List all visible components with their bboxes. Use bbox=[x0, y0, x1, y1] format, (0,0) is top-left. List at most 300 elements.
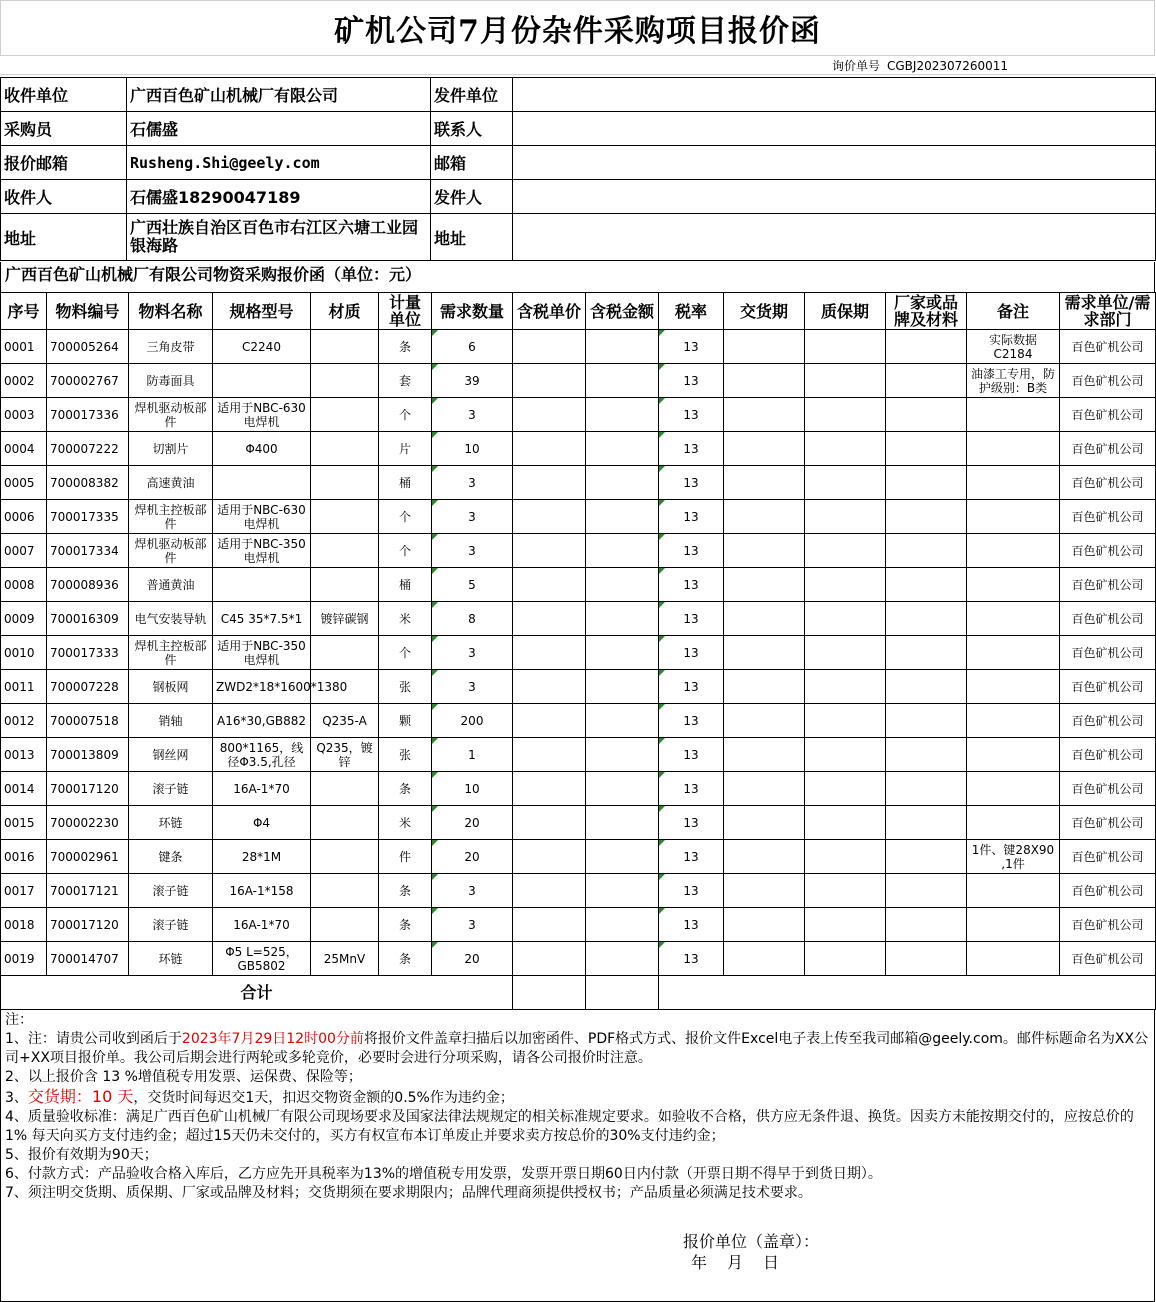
cell-no: 0006 bbox=[1, 500, 47, 534]
cell-spec: Φ5 L=525，GB5802 bbox=[213, 942, 311, 976]
cell-no: 0018 bbox=[1, 908, 47, 942]
cell-spec: ZWD2*18*1600*1380 bbox=[213, 670, 311, 704]
header-cell: 税率 bbox=[659, 293, 724, 330]
cell-remark bbox=[967, 942, 1060, 976]
cell-no: 0002 bbox=[1, 364, 47, 398]
cell-qty: 3 bbox=[432, 908, 513, 942]
cell-price[interactable] bbox=[513, 908, 586, 942]
table-row bbox=[1, 534, 1156, 568]
cell-qty: 200 bbox=[432, 704, 513, 738]
cell-code: 700008936 bbox=[47, 568, 129, 602]
cell-mat: Q235-A bbox=[311, 704, 379, 738]
cell-delivery[interactable] bbox=[724, 398, 805, 432]
cell-tax: 13 bbox=[659, 840, 724, 874]
cell-brand[interactable] bbox=[886, 466, 967, 500]
cell-delivery[interactable] bbox=[724, 704, 805, 738]
cell-warranty[interactable] bbox=[805, 500, 886, 534]
table-row bbox=[1, 568, 1156, 602]
cell-spec: 适用于NBC-630电焊机 bbox=[213, 500, 311, 534]
cell-price[interactable] bbox=[513, 806, 586, 840]
cell-brand[interactable] bbox=[886, 330, 967, 364]
cell-warranty[interactable] bbox=[805, 568, 886, 602]
cell-qty: 39 bbox=[432, 364, 513, 398]
cell-tax: 13 bbox=[659, 398, 724, 432]
cell-name: 滚子链 bbox=[129, 772, 213, 806]
buyer-value: 石儒盛 bbox=[127, 112, 431, 146]
cell-code: 700017335 bbox=[47, 500, 129, 534]
cell-tax: 13 bbox=[659, 908, 724, 942]
cell-price[interactable] bbox=[513, 874, 586, 908]
cell-dept: 百色矿机公司 bbox=[1060, 908, 1156, 942]
table-row bbox=[1, 398, 1156, 432]
header-cell: 物料编号 bbox=[47, 293, 129, 330]
cell-remark: 1件、键28X90 ,1件 bbox=[967, 840, 1060, 874]
cell-brand[interactable] bbox=[886, 500, 967, 534]
buyer-label: 采购员 bbox=[1, 112, 127, 146]
cell-brand[interactable] bbox=[886, 602, 967, 636]
cell-mat bbox=[311, 806, 379, 840]
cell-unit: 个 bbox=[379, 398, 432, 432]
cell-delivery[interactable] bbox=[724, 908, 805, 942]
cell-unit: 条 bbox=[379, 908, 432, 942]
cell-name: 焊机驱动板部件 bbox=[129, 534, 213, 568]
cell-price[interactable] bbox=[513, 534, 586, 568]
signature-date: 年 月 日 bbox=[691, 1253, 782, 1272]
cell-brand[interactable] bbox=[886, 840, 967, 874]
cell-tax: 13 bbox=[659, 806, 724, 840]
cell-unit: 米 bbox=[379, 602, 432, 636]
cell-unit: 个 bbox=[379, 500, 432, 534]
cell-tax: 13 bbox=[659, 534, 724, 568]
cell-name: 三角皮带 bbox=[129, 330, 213, 364]
cell-warranty[interactable] bbox=[805, 602, 886, 636]
cell-dept: 百色矿机公司 bbox=[1060, 840, 1156, 874]
notes-head: 注： bbox=[5, 1012, 33, 1028]
cell-unit: 张 bbox=[379, 670, 432, 704]
cell-spec bbox=[213, 466, 311, 500]
cell-unit: 条 bbox=[379, 942, 432, 976]
cell-remark bbox=[967, 670, 1060, 704]
cell-brand[interactable] bbox=[886, 874, 967, 908]
cell-remark: 实际数据C2184 bbox=[967, 330, 1060, 364]
cell-price[interactable] bbox=[513, 670, 586, 704]
table-row bbox=[1, 942, 1156, 976]
cell-warranty[interactable] bbox=[805, 364, 886, 398]
cell-price[interactable] bbox=[513, 602, 586, 636]
cell-warranty[interactable] bbox=[805, 738, 886, 772]
cell-amount[interactable] bbox=[586, 398, 659, 432]
cell-code: 700017333 bbox=[47, 636, 129, 670]
cell-amount[interactable] bbox=[586, 704, 659, 738]
sender-address-value[interactable] bbox=[513, 214, 1156, 261]
cell-price[interactable] bbox=[513, 500, 586, 534]
cell-warranty[interactable] bbox=[805, 874, 886, 908]
header-cell: 材质 bbox=[311, 293, 379, 330]
recv-unit-label: 收件单位 bbox=[1, 78, 127, 112]
cell-remark bbox=[967, 636, 1060, 670]
cell-code: 700017121 bbox=[47, 874, 129, 908]
receiver-label: 收件人 bbox=[1, 180, 127, 214]
cell-no: 0015 bbox=[1, 806, 47, 840]
cell-tax: 13 bbox=[659, 364, 724, 398]
header-cell: 备注 bbox=[967, 293, 1060, 330]
cell-brand[interactable] bbox=[886, 636, 967, 670]
cell-spec: Φ400 bbox=[213, 432, 311, 466]
note-3-delivery: 交货期：10 天 bbox=[27, 1087, 134, 1106]
header-cell: 含税金额 bbox=[586, 293, 659, 330]
cell-mat bbox=[311, 432, 379, 466]
cell-amount[interactable] bbox=[586, 840, 659, 874]
cell-dept: 百色矿机公司 bbox=[1060, 738, 1156, 772]
cell-warranty[interactable] bbox=[805, 466, 886, 500]
cell-name: 焊机驱动板部件 bbox=[129, 398, 213, 432]
note-3-num: 3、 bbox=[5, 1090, 28, 1106]
cell-warranty[interactable] bbox=[805, 432, 886, 466]
cell-unit: 条 bbox=[379, 772, 432, 806]
note-4: 4、质量验收标准：满足广西百色矿山机械厂有限公司现场要求及国家法律法规规定的相关标准规定要求。如验收不合格，供方应无条件退、换货。因卖方未能按期交付的，应按总价的1% 每天向买方支付违约金；超过15天仍未交付的，买方有权宣布本订单废止并要求卖方按总价的30%支付违约金； bbox=[5, 1109, 1134, 1144]
total-label: 合计 bbox=[1, 976, 513, 1010]
cell-no: 0019 bbox=[1, 942, 47, 976]
cell-spec bbox=[213, 568, 311, 602]
cell-unit: 套 bbox=[379, 364, 432, 398]
cell-tax: 13 bbox=[659, 432, 724, 466]
cell-spec: 28*1M bbox=[213, 840, 311, 874]
cell-dept: 百色矿机公司 bbox=[1060, 772, 1156, 806]
cell-name: 滚子链 bbox=[129, 908, 213, 942]
cell-warranty[interactable] bbox=[805, 398, 886, 432]
cell-mat bbox=[311, 636, 379, 670]
cell-warranty[interactable] bbox=[805, 534, 886, 568]
cell-delivery[interactable] bbox=[724, 772, 805, 806]
address-value: 广西壮族自治区百色市右江区六塘工业园银海路 bbox=[127, 214, 431, 261]
cell-qty: 3 bbox=[432, 636, 513, 670]
cell-dept: 百色矿机公司 bbox=[1060, 806, 1156, 840]
total-row bbox=[1, 976, 1156, 1010]
cell-unit: 张 bbox=[379, 738, 432, 772]
cell-warranty[interactable] bbox=[805, 330, 886, 364]
cell-amount[interactable] bbox=[586, 874, 659, 908]
cell-dept: 百色矿机公司 bbox=[1060, 330, 1156, 364]
header-cell: 规格型号 bbox=[213, 293, 311, 330]
cell-qty: 6 bbox=[432, 330, 513, 364]
cell-brand[interactable] bbox=[886, 704, 967, 738]
cell-no: 0013 bbox=[1, 738, 47, 772]
cell-amount[interactable] bbox=[586, 772, 659, 806]
cell-name: 销轴 bbox=[129, 704, 213, 738]
section-title: 广西百色矿山机械厂有限公司物资采购报价函（单位：元） bbox=[0, 262, 1155, 292]
cell-code: 700017334 bbox=[47, 534, 129, 568]
cell-price[interactable] bbox=[513, 398, 586, 432]
cell-brand[interactable] bbox=[886, 806, 967, 840]
recv-unit-value: 广西百色矿山机械厂有限公司 bbox=[127, 78, 431, 112]
cell-warranty[interactable] bbox=[805, 942, 886, 976]
cell-code: 700005264 bbox=[47, 330, 129, 364]
cell-mat bbox=[311, 772, 379, 806]
cell-tax: 13 bbox=[659, 670, 724, 704]
cell-spec: Φ4 bbox=[213, 806, 311, 840]
cell-warranty[interactable] bbox=[805, 908, 886, 942]
table-row bbox=[1, 840, 1156, 874]
cell-delivery[interactable] bbox=[724, 534, 805, 568]
cell-unit: 片 bbox=[379, 432, 432, 466]
contact-value[interactable] bbox=[513, 112, 1156, 146]
sender-value[interactable] bbox=[513, 180, 1156, 214]
cell-unit: 颗 bbox=[379, 704, 432, 738]
cell-no: 0014 bbox=[1, 772, 47, 806]
info-table bbox=[0, 77, 1156, 261]
cell-qty: 5 bbox=[432, 568, 513, 602]
cell-price[interactable] bbox=[513, 942, 586, 976]
note-1-rest: 将报价文件盖章扫描后以加密函件、PDF格式方式、报价文件Excel电子表上传至我司邮箱@geely.com。邮件标题命名为XX公司+XX项目报价单。我公司后期会进行两轮或多轮竞价，必要时会进行分项采购，请各公司报价时注意。 bbox=[5, 1031, 1149, 1066]
items-table bbox=[0, 292, 1156, 1010]
cell-warranty[interactable] bbox=[805, 670, 886, 704]
cell-remark bbox=[967, 874, 1060, 908]
cell-price[interactable] bbox=[513, 364, 586, 398]
cell-unit: 件 bbox=[379, 840, 432, 874]
cell-delivery[interactable] bbox=[724, 568, 805, 602]
cell-price[interactable] bbox=[513, 704, 586, 738]
cell-brand[interactable] bbox=[886, 398, 967, 432]
cell-amount[interactable] bbox=[586, 602, 659, 636]
cell-brand[interactable] bbox=[886, 738, 967, 772]
total-price-cell[interactable] bbox=[513, 976, 586, 1010]
cell-brand[interactable] bbox=[886, 364, 967, 398]
cell-code: 700002230 bbox=[47, 806, 129, 840]
cell-mat bbox=[311, 840, 379, 874]
cell-mat bbox=[311, 534, 379, 568]
cell-dept: 百色矿机公司 bbox=[1060, 534, 1156, 568]
cell-amount[interactable] bbox=[586, 432, 659, 466]
mail-value[interactable] bbox=[513, 146, 1156, 180]
note-5: 5、报价有效期为90天； bbox=[5, 1147, 158, 1163]
cell-code: 700017120 bbox=[47, 772, 129, 806]
cell-mat bbox=[311, 330, 379, 364]
cell-remark bbox=[967, 398, 1060, 432]
cell-brand[interactable] bbox=[886, 568, 967, 602]
note-3 bbox=[5, 1087, 1150, 1108]
cell-spec: 16A-1*158 bbox=[213, 874, 311, 908]
cell-amount[interactable] bbox=[586, 636, 659, 670]
cell-dept: 百色矿机公司 bbox=[1060, 670, 1156, 704]
cell-remark bbox=[967, 908, 1060, 942]
cell-unit: 条 bbox=[379, 330, 432, 364]
header-cell: 含税单价 bbox=[513, 293, 586, 330]
inquiry-label: 询价单号 bbox=[832, 59, 881, 73]
cell-mat bbox=[311, 874, 379, 908]
table-row bbox=[1, 500, 1156, 534]
cell-price[interactable] bbox=[513, 330, 586, 364]
cell-warranty[interactable] bbox=[805, 840, 886, 874]
table-row bbox=[1, 738, 1156, 772]
cell-qty: 20 bbox=[432, 942, 513, 976]
cell-dept: 百色矿机公司 bbox=[1060, 466, 1156, 500]
cell-no: 0009 bbox=[1, 602, 47, 636]
cell-price[interactable] bbox=[513, 432, 586, 466]
cell-delivery[interactable] bbox=[724, 636, 805, 670]
table-row bbox=[1, 432, 1156, 466]
cell-delivery[interactable] bbox=[724, 806, 805, 840]
cell-remark: 油漆工专用，防护级别：B类 bbox=[967, 364, 1060, 398]
table-row bbox=[1, 364, 1156, 398]
mail-label: 邮箱 bbox=[431, 146, 513, 180]
cell-name: 切割片 bbox=[129, 432, 213, 466]
cell-mat bbox=[311, 670, 379, 704]
cell-name: 防毒面具 bbox=[129, 364, 213, 398]
cell-unit: 个 bbox=[379, 636, 432, 670]
cell-code: 700013809 bbox=[47, 738, 129, 772]
cell-brand[interactable] bbox=[886, 534, 967, 568]
cell-dept: 百色矿机公司 bbox=[1060, 704, 1156, 738]
cell-warranty[interactable] bbox=[805, 704, 886, 738]
cell-delivery[interactable] bbox=[724, 364, 805, 398]
cell-mat: 25MnV bbox=[311, 942, 379, 976]
cell-delivery[interactable] bbox=[724, 500, 805, 534]
cell-remark bbox=[967, 568, 1060, 602]
cell-dept: 百色矿机公司 bbox=[1060, 500, 1156, 534]
cell-name: 焊机主控板部件 bbox=[129, 636, 213, 670]
cell-delivery[interactable] bbox=[724, 432, 805, 466]
header-cell: 质保期 bbox=[805, 293, 886, 330]
cell-dept: 百色矿机公司 bbox=[1060, 942, 1156, 976]
table-row bbox=[1, 670, 1156, 704]
table-row bbox=[1, 602, 1156, 636]
cell-delivery[interactable] bbox=[724, 466, 805, 500]
cell-dept: 百色矿机公司 bbox=[1060, 432, 1156, 466]
cell-spec: C45 35*7.5*1 bbox=[213, 602, 311, 636]
cell-qty: 10 bbox=[432, 772, 513, 806]
total-amount-cell[interactable] bbox=[586, 976, 659, 1010]
email-label: 报价邮箱 bbox=[1, 146, 127, 180]
cell-name: 键条 bbox=[129, 840, 213, 874]
cell-warranty[interactable] bbox=[805, 772, 886, 806]
table-header-row bbox=[1, 293, 1156, 330]
cell-price[interactable] bbox=[513, 568, 586, 602]
cell-code: 700007228 bbox=[47, 670, 129, 704]
cell-name: 钢板网 bbox=[129, 670, 213, 704]
header-cell: 计量单位 bbox=[379, 293, 432, 330]
cell-spec: 适用于NBC-350电焊机 bbox=[213, 636, 311, 670]
cell-warranty[interactable] bbox=[805, 806, 886, 840]
cell-no: 0016 bbox=[1, 840, 47, 874]
cell-amount[interactable] bbox=[586, 500, 659, 534]
email-value: Rusheng.Shi@geely.com bbox=[127, 146, 431, 180]
table-row bbox=[1, 330, 1156, 364]
cell-delivery[interactable] bbox=[724, 602, 805, 636]
cell-brand[interactable] bbox=[886, 772, 967, 806]
cell-amount[interactable] bbox=[586, 942, 659, 976]
cell-delivery[interactable] bbox=[724, 330, 805, 364]
cell-unit: 条 bbox=[379, 874, 432, 908]
cell-dept: 百色矿机公司 bbox=[1060, 364, 1156, 398]
cell-amount[interactable] bbox=[586, 568, 659, 602]
note-1-text: 1、注：请贵公司收到函后于 bbox=[5, 1031, 182, 1047]
note-2: 2、以上报价含 13 %增值税专用发票、运保费、保险等； bbox=[5, 1069, 362, 1085]
cell-delivery[interactable] bbox=[724, 942, 805, 976]
table-row bbox=[1, 908, 1156, 942]
cell-amount[interactable] bbox=[586, 534, 659, 568]
cell-name: 焊机主控板部件 bbox=[129, 500, 213, 534]
cell-amount[interactable] bbox=[586, 908, 659, 942]
note-6: 6、付款方式：产品验收合格入库后，乙方应先开具税率为13%的增值税专用发票，发票开票日期60日内付款（开票日期不得早于到货日期）。 bbox=[5, 1166, 882, 1182]
header-cell: 交货期 bbox=[724, 293, 805, 330]
cell-warranty[interactable] bbox=[805, 636, 886, 670]
cell-name: 电气安装导轨 bbox=[129, 602, 213, 636]
cell-dept: 百色矿机公司 bbox=[1060, 568, 1156, 602]
cell-tax: 13 bbox=[659, 500, 724, 534]
cell-remark bbox=[967, 738, 1060, 772]
note-1 bbox=[5, 1030, 1150, 1068]
cell-qty: 20 bbox=[432, 806, 513, 840]
cell-brand[interactable] bbox=[886, 670, 967, 704]
cell-code: 700002767 bbox=[47, 364, 129, 398]
cell-dept: 百色矿机公司 bbox=[1060, 874, 1156, 908]
cell-unit: 米 bbox=[379, 806, 432, 840]
send-unit-value[interactable] bbox=[513, 78, 1156, 112]
cell-brand[interactable] bbox=[886, 942, 967, 976]
cell-unit: 桶 bbox=[379, 466, 432, 500]
cell-amount[interactable] bbox=[586, 670, 659, 704]
cell-remark bbox=[967, 466, 1060, 500]
cell-dept: 百色矿机公司 bbox=[1060, 636, 1156, 670]
cell-remark bbox=[967, 806, 1060, 840]
cell-remark bbox=[967, 602, 1060, 636]
cell-mat: Q235，镀锌 bbox=[311, 738, 379, 772]
cell-mat bbox=[311, 568, 379, 602]
total-rest-cell bbox=[659, 976, 1156, 1010]
cell-spec: C2240 bbox=[213, 330, 311, 364]
cell-price[interactable] bbox=[513, 466, 586, 500]
cell-delivery[interactable] bbox=[724, 738, 805, 772]
cell-qty: 3 bbox=[432, 874, 513, 908]
cell-price[interactable] bbox=[513, 738, 586, 772]
cell-delivery[interactable] bbox=[724, 670, 805, 704]
cell-price[interactable] bbox=[513, 772, 586, 806]
cell-price[interactable] bbox=[513, 636, 586, 670]
cell-name: 高速黄油 bbox=[129, 466, 213, 500]
cell-amount[interactable] bbox=[586, 364, 659, 398]
cell-brand[interactable] bbox=[886, 908, 967, 942]
cell-amount[interactable] bbox=[586, 738, 659, 772]
inquiry-number: CGBJ202307260011 bbox=[887, 59, 1009, 73]
table-row bbox=[1, 704, 1156, 738]
cell-dept: 百色矿机公司 bbox=[1060, 398, 1156, 432]
notes-block bbox=[0, 1009, 1155, 1302]
cell-unit: 个 bbox=[379, 534, 432, 568]
cell-code: 700007518 bbox=[47, 704, 129, 738]
cell-brand[interactable] bbox=[886, 432, 967, 466]
cell-no: 0011 bbox=[1, 670, 47, 704]
cell-tax: 13 bbox=[659, 942, 724, 976]
cell-no: 0001 bbox=[1, 330, 47, 364]
cell-amount[interactable] bbox=[586, 330, 659, 364]
cell-tax: 13 bbox=[659, 330, 724, 364]
cell-delivery[interactable] bbox=[724, 840, 805, 874]
cell-code: 700017336 bbox=[47, 398, 129, 432]
note-3-rest: ，交货时间每迟交1天，扣迟交物资金额的0.5%作为违约金； bbox=[133, 1090, 514, 1106]
header-cell: 厂家或品牌及材料 bbox=[886, 293, 967, 330]
cell-amount[interactable] bbox=[586, 466, 659, 500]
cell-tax: 13 bbox=[659, 772, 724, 806]
cell-price[interactable] bbox=[513, 840, 586, 874]
sender-label: 发件人 bbox=[431, 180, 513, 214]
cell-remark bbox=[967, 704, 1060, 738]
cell-amount[interactable] bbox=[586, 806, 659, 840]
cell-delivery[interactable] bbox=[724, 874, 805, 908]
cell-no: 0010 bbox=[1, 636, 47, 670]
cell-spec: 适用于NBC-630电焊机 bbox=[213, 398, 311, 432]
cell-qty: 3 bbox=[432, 398, 513, 432]
header-cell: 序号 bbox=[1, 293, 47, 330]
